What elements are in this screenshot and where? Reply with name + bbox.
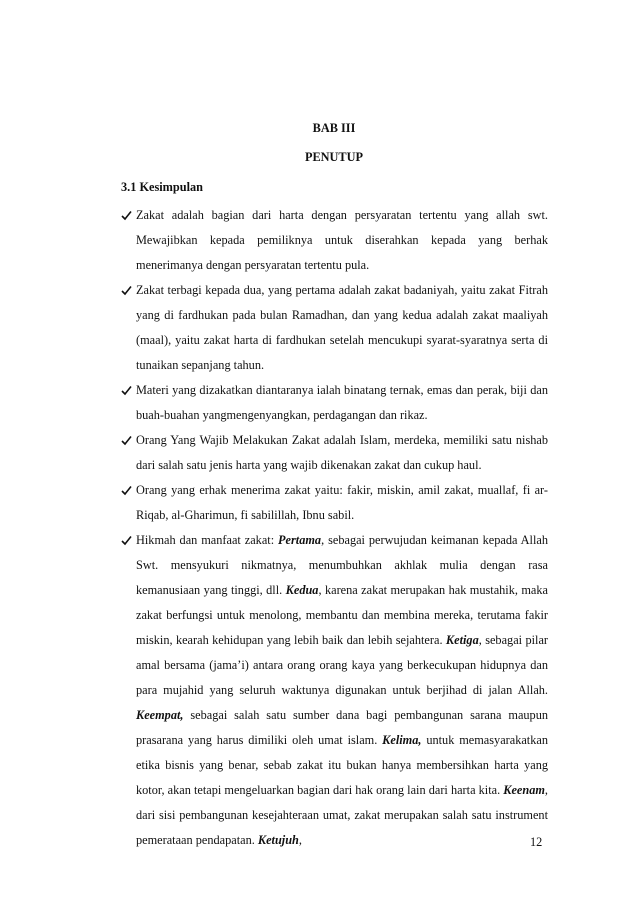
checkmark-icon: [121, 278, 133, 303]
hikmah-text: , dari sisi pembangunan kesejahteraan umat, zakat merupakan salah satu instrument pemerataan pendapatan.: [136, 783, 548, 847]
hikmah-text: Hikmah dan manfaat zakat:: [136, 533, 279, 547]
list-item-text: Orang yang erhak menerima zakat yaitu: fakir, miskin, amil zakat, muallaf, fi ar- Riqab, al-Gharimun, fi sabilillah, Ibnu sabil.: [136, 483, 548, 522]
chapter-number: BAB III: [312, 121, 356, 135]
checkmark-icon: [121, 478, 133, 503]
keyword-ketujuh: Ketujuh: [257, 833, 299, 847]
section-title: 3.1 Kesimpulan: [121, 180, 203, 194]
hikmah-text: sebagai salah satu sumber dana bagi pembangunan sarana maupun prasarana yang harus dimiliki oleh umat islam.: [136, 708, 548, 747]
list-item-text: Materi yang dizakatkan diantaranya ialah binatang ternak, emas dan perak, biji dan buah-buahan yangmengenyangkan, perdagangan dan rikaz.: [136, 383, 548, 422]
list-item: [121, 428, 548, 478]
list-item-text: Zakat terbagi kepada dua, yang pertama adalah zakat badaniyah, yaitu zakat Fitrah yang di fardhukan pada bulan Ramadhan, dan yang kedua adalah zakat maaliyah (maal), yaitu zakat harta di fardhukan setelah mencukupi syarat-syaratnya serta di tunaikan sepanjang tahun.: [136, 283, 548, 372]
list-item: [121, 478, 548, 528]
page-number: 12: [530, 835, 543, 849]
hikmah-text: , sebagai perwujudan keimanan kepada Allah Swt. mensyukuri nikmatnya, menumbuhkan akhlak mulia dengan rasa kemanusiaan yang tinggi, dll.: [136, 533, 548, 597]
checkmark-icon: [121, 528, 133, 553]
checkmark-icon: [121, 428, 133, 453]
keyword-kedua: Kedua: [285, 583, 319, 597]
keyword-ketiga: Ketiga: [445, 633, 479, 647]
conclusion-list: [121, 203, 548, 853]
list-item-text: Zakat adalah bagian dari harta dengan persyaratan tertentu yang allah swt. Mewajibkan kepada pemiliknya untuk diserahkan kepada yang berhak menerimanya dengan persyaratan tertentu pula.: [136, 208, 548, 272]
list-item-text: Orang Yang Wajib Melakukan Zakat adalah Islam, merdeka, memiliki satu nishab dari salah satu jenis harta yang wajib dikenakan zakat dan cukup haul.: [136, 433, 548, 472]
hikmah-text: , sebagai pilar amal bersama (jama’i) antara orang orang kaya yang berkecukupan hidupnya dan para mujahid yang seluruh waktunya digunakan untuk berjihad di jalan Allah.: [136, 633, 548, 697]
checkmark-icon: [121, 378, 133, 403]
hikmah-text: , karena zakat merupakan hak mustahik, maka zakat berfungsi untuk menolong, membantu dan membina mereka, terutama fakir miskin, kearah kehidupan yang lebih baik dan lebih sejahtera.: [136, 583, 548, 647]
chapter-title: PENUTUP: [304, 150, 364, 164]
hikmah-text: ,: [298, 833, 302, 847]
keyword-keenam: Keenam: [503, 783, 545, 797]
list-item-hikmah: [121, 528, 548, 853]
keyword-keempat: Keempat,: [136, 708, 184, 722]
hikmah-text: untuk memasyarakatkan etika bisnis yang benar, sebab zakat itu bukan hanya membersihkan harta yang kotor, akan tetapi mengeluarkan bagian dari hak orang lain dari harta kita.: [136, 733, 548, 797]
checkmark-icon: [121, 203, 133, 228]
keyword-kelima: Kelima,: [382, 733, 422, 747]
list-item: [121, 378, 548, 428]
list-item: [121, 203, 548, 278]
list-item: [121, 278, 548, 378]
keyword-pertama: Pertama: [278, 533, 322, 547]
